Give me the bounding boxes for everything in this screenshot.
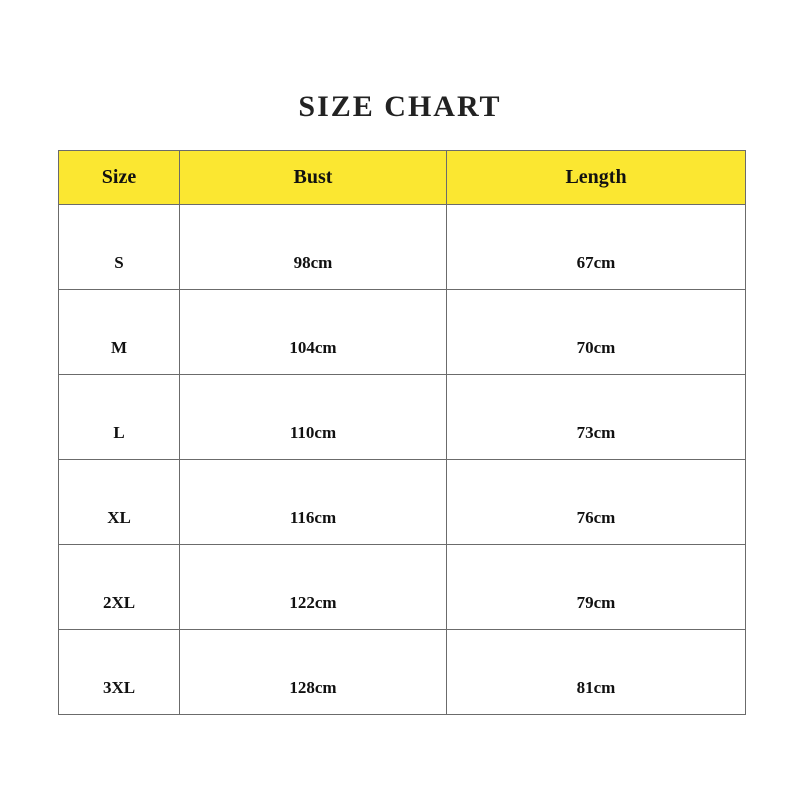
size-cell: M xyxy=(59,290,180,375)
size-cell: XL xyxy=(59,460,180,545)
table-row xyxy=(59,290,746,375)
bust-cell: 104cm xyxy=(180,290,447,375)
length-cell: 73cm xyxy=(447,375,746,460)
length-cell: 67cm xyxy=(447,205,746,290)
size-cell: S xyxy=(59,205,180,290)
length-cell: 76cm xyxy=(447,460,746,545)
table-row xyxy=(59,460,746,545)
table-row xyxy=(59,205,746,290)
header-size: Size xyxy=(59,151,180,205)
bust-cell: 98cm xyxy=(180,205,447,290)
header-row xyxy=(59,151,746,205)
bust-cell: 110cm xyxy=(180,375,447,460)
size-chart-table xyxy=(58,150,746,715)
bust-cell: 122cm xyxy=(180,545,447,630)
table-row xyxy=(59,545,746,630)
bust-cell: 128cm xyxy=(180,630,447,715)
length-cell: 70cm xyxy=(447,290,746,375)
size-chart-title xyxy=(0,78,800,123)
table-row xyxy=(59,375,746,460)
size-chart-title-text: SIZE CHART xyxy=(298,90,502,123)
header-length: Length xyxy=(447,151,746,205)
size-cell: L xyxy=(59,375,180,460)
length-cell: 81cm xyxy=(447,630,746,715)
bust-cell: 116cm xyxy=(180,460,447,545)
length-cell: 79cm xyxy=(447,545,746,630)
header-bust: Bust xyxy=(180,151,447,205)
table-row xyxy=(59,630,746,715)
size-cell: 2XL xyxy=(59,545,180,630)
size-cell: 3XL xyxy=(59,630,180,715)
